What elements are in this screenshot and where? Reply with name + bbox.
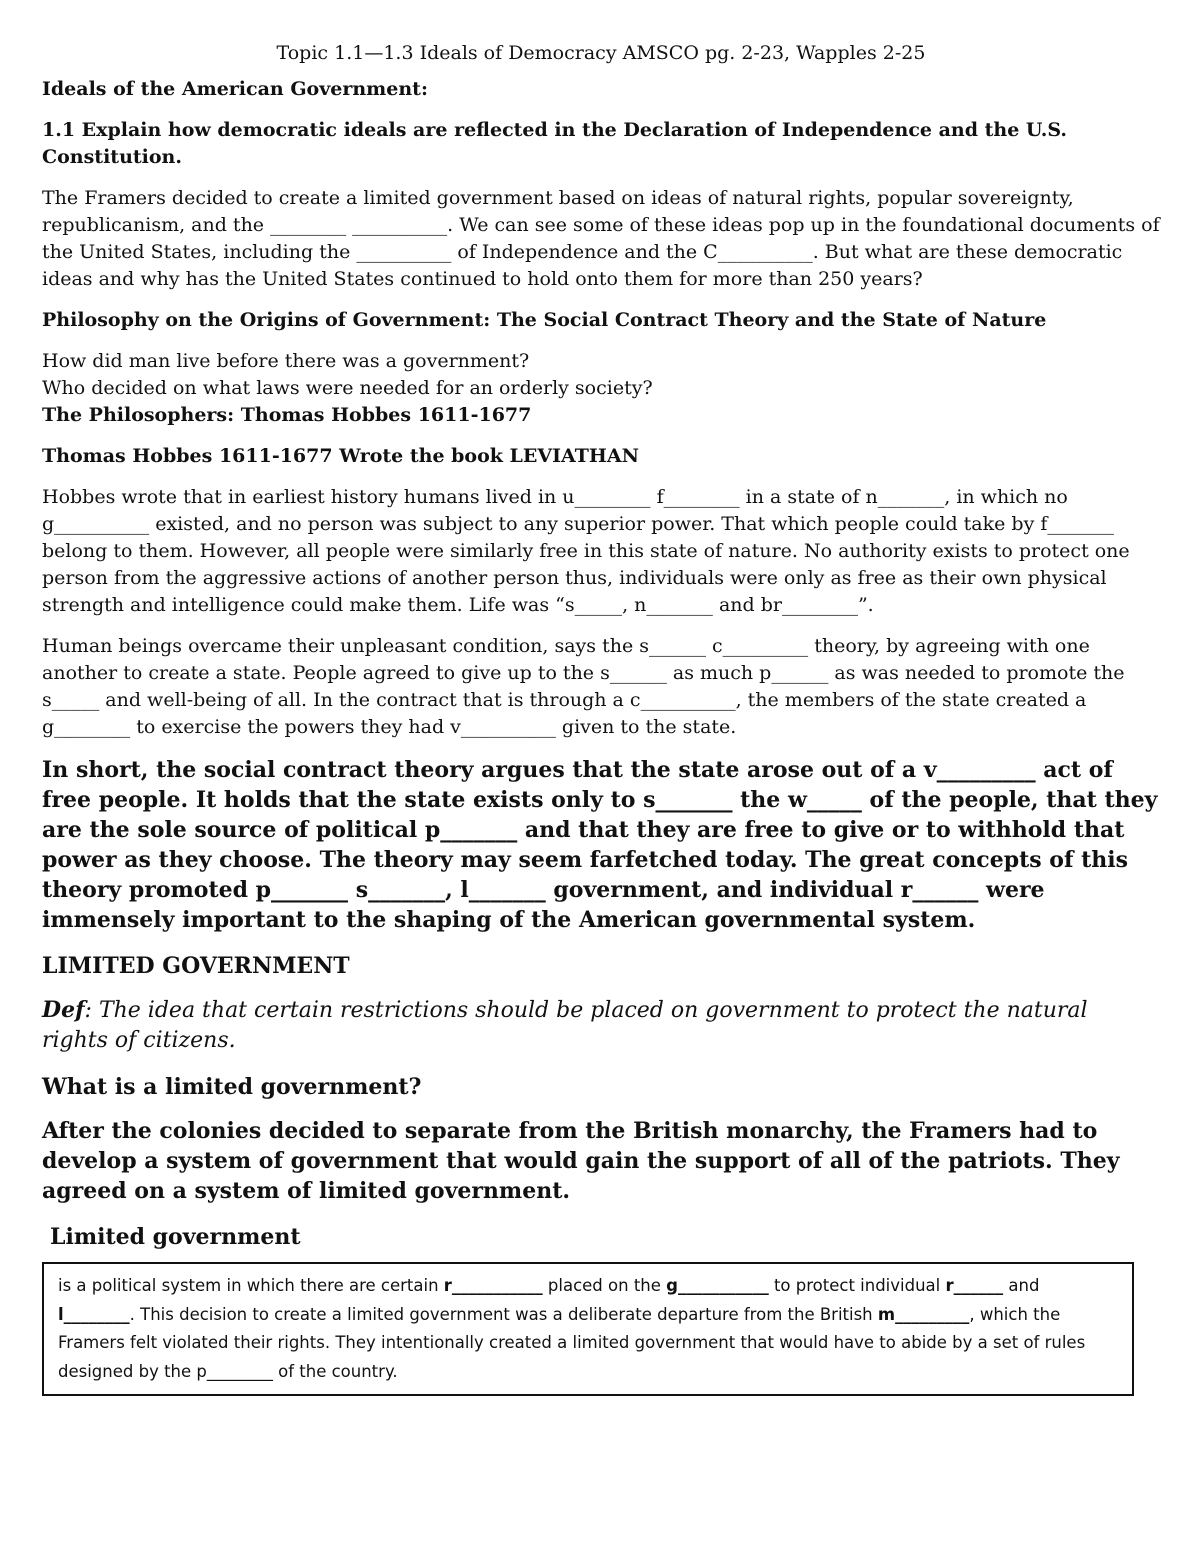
philosophers-line: The Philosophers: Thomas Hobbes 1611-1677 bbox=[42, 404, 532, 426]
worksheet-title: Topic 1.1—1.3 Ideals of Democracy AMSCO pg. 2-23, Wapples 2-25 bbox=[276, 42, 926, 64]
worksheet-page bbox=[42, 38, 1160, 1396]
social-contract-paragraph: Human beings overcame their unpleasant condition, says the s______ c_________ theory, by agreeing with one another to create a state. People agreed to give up to the s______ as much p______ as was needed to promote the s_____ and well-being of all. In the contract that is through a c__________, the members of the state created a g________ to exercise the powers they had v__________ given to the state. bbox=[42, 635, 1125, 738]
box-blank-liberties: l________ bbox=[58, 1304, 130, 1324]
box-text-5: . This decision to create a limited government was a deliberate departure from the British bbox=[129, 1304, 878, 1324]
limited-government-subheading: Limited government bbox=[50, 1224, 301, 1250]
definition bbox=[42, 995, 1160, 1056]
box-text-6: , which the Framers felt violated their rights. They intentionally created a limited government that would have to abide by a set of rules designed by the p________ of the country. bbox=[58, 1304, 1086, 1381]
box-text-3: to protect individual bbox=[768, 1276, 946, 1295]
summary-paragraph: In short, the social contract theory argues that the state arose out of a v_________ act of free people. It holds that the state exists only to s_______ the w_____ of the people, that they are the sole source of political p_______ and that they are free to give or to withhold that power as they choose. The theory may seem farfetched today. The great concepts of this theory promoted p_______ s_______, l_______ government, and individual r______ were immensely important to the shaping of the American governmental system. bbox=[42, 757, 1158, 933]
limited-government-heading: LIMITED GOVERNMENT bbox=[42, 953, 350, 979]
intro-paragraph: The Framers decided to create a limited government based on ideas of natural rights, popular sovereignty, republicanism, and the ________ __________. We can see some of these ideas pop up in the foundational documents of the United States, including the __________ of Independence and the C__________. But what are these democratic ideas and why has the United States continued to hold onto them for more than 250 years? bbox=[42, 187, 1160, 290]
box-text-1: is a political system in which there are certain bbox=[58, 1276, 444, 1295]
section-heading: Ideals of the American Government: bbox=[42, 78, 428, 100]
box-text-2: placed on the bbox=[542, 1276, 667, 1295]
question-2: Who decided on what laws were needed for an orderly society? bbox=[42, 377, 653, 399]
hobbes-paragraph: Hobbes wrote that in earliest history humans lived in u________ f________ in a state of n_______, in which no g__________ existed, and no person was subject to any superior power. That which people could take by f_______ belong to them. However, all people were similarly free in this state of nature. No authority exists to protect one person from the aggressive actions of another person thus, individuals were only as free as their own physical strength and intelligence could make them. Life was “s_____, n_______ and br________”. bbox=[42, 486, 1130, 616]
hobbes-heading: Thomas Hobbes 1611-1677 Wrote the book LEVIATHAN bbox=[42, 445, 639, 467]
definition-box bbox=[42, 1262, 1134, 1396]
box-blank-restrictions: r___________ bbox=[443, 1276, 543, 1295]
box-blank-monarchy: m_________ bbox=[877, 1304, 970, 1324]
definition-label: Def bbox=[42, 997, 85, 1023]
definition-text: : The idea that certain restrictions should be placed on government to protect the natural rights of citizens. bbox=[42, 998, 1088, 1053]
learning-objective: 1.1 Explain how democratic ideals are reflected in the Declaration of Independence and the U.S. Constitution. bbox=[42, 119, 1068, 168]
box-blank-rights: r______ bbox=[945, 1276, 1004, 1295]
philosophy-heading: Philosophy on the Origins of Government: The Social Contract Theory and the State of Nature bbox=[42, 309, 1047, 331]
question-1: How did man live before there was a government? bbox=[42, 350, 530, 372]
box-blank-government: g___________ bbox=[666, 1276, 769, 1295]
limited-government-paragraph: After the colonies decided to separate from the British monarchy, the Framers had to develop a system of government that would gain the support of all of the patriots. They agreed on a system of limited government. bbox=[42, 1118, 1120, 1204]
box-text-4: and bbox=[1003, 1276, 1040, 1295]
limited-government-question: What is a limited government? bbox=[42, 1074, 422, 1100]
